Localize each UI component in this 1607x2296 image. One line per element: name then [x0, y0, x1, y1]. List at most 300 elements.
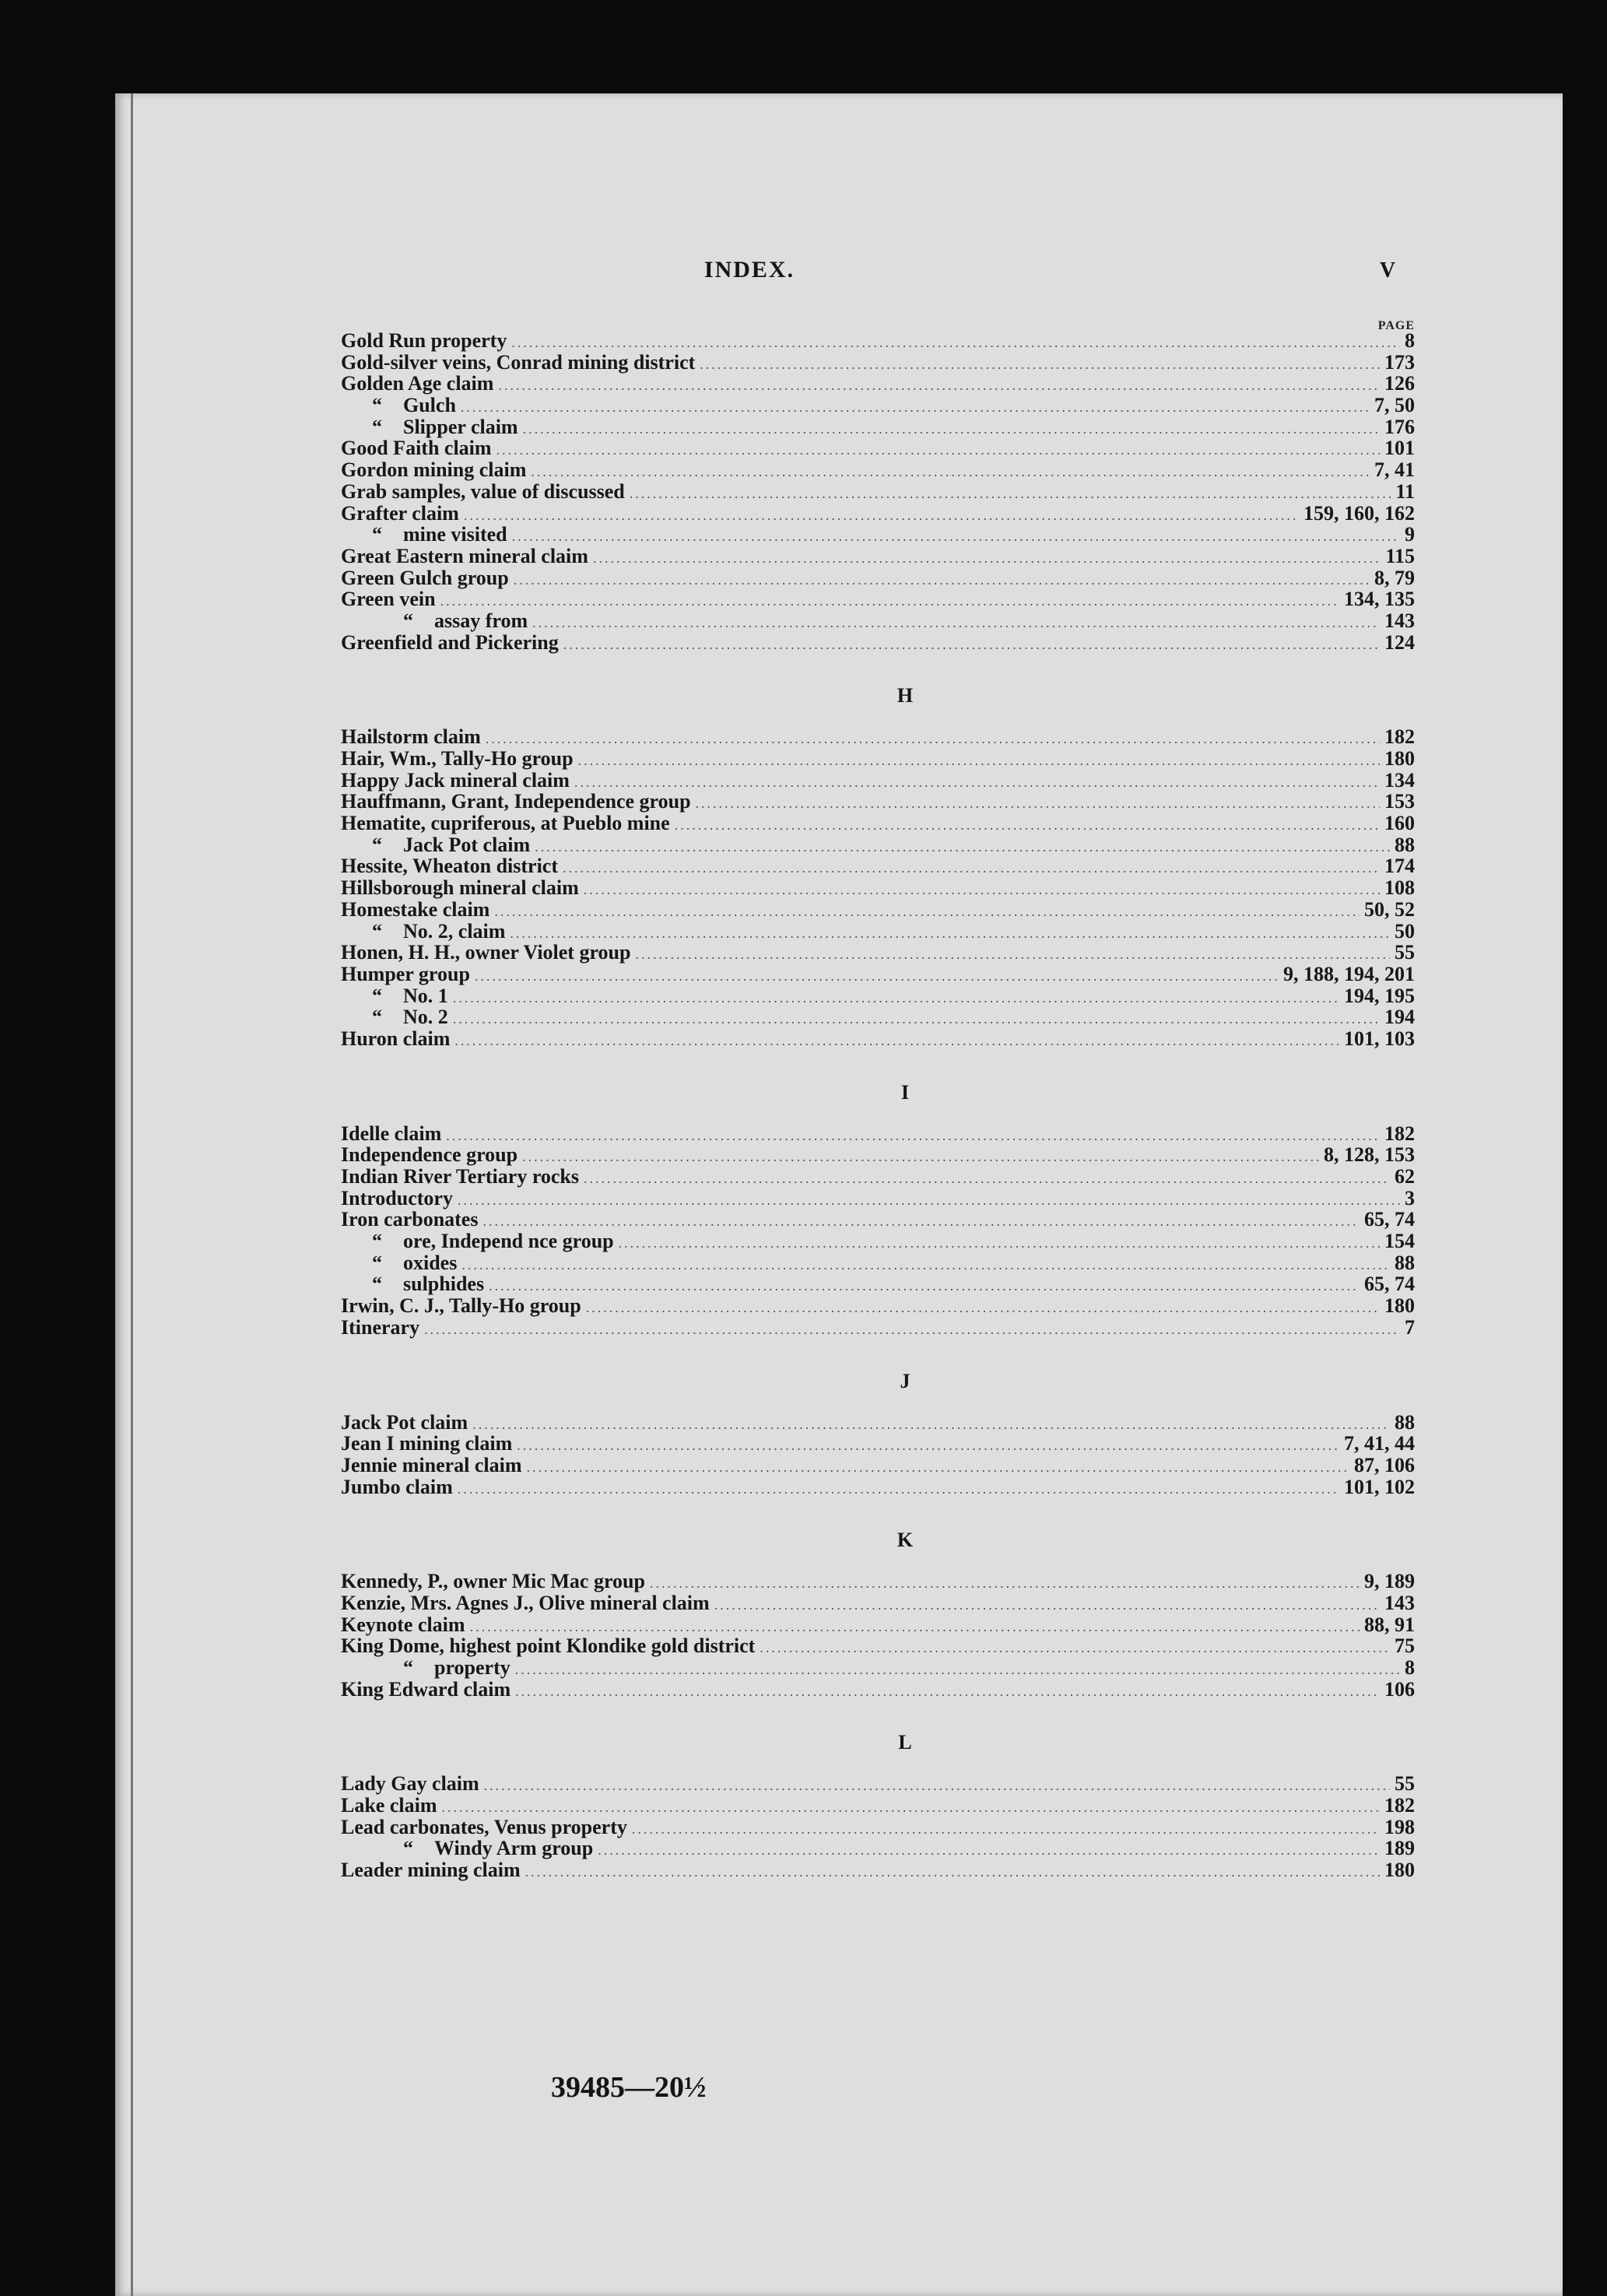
entry-term-text: Happy Jack mineral claim: [341, 768, 570, 792]
ditto-mark: “: [372, 394, 382, 417]
entry-pages: 50: [1395, 919, 1415, 943]
entry-term: [341, 1166, 579, 1188]
dot-leader: [632, 1819, 1380, 1841]
ditto-mark: “: [372, 1251, 382, 1274]
entry-pages: 88, 91: [1364, 1613, 1415, 1636]
entry-term: [341, 1412, 468, 1434]
entry-term: [341, 1433, 512, 1455]
entry-pages: 182: [1384, 1794, 1415, 1817]
index-entry: [341, 610, 1415, 632]
ditto-mark: “: [372, 919, 382, 943]
dot-leader: [515, 1681, 1380, 1703]
entry-pages: 88: [1395, 833, 1415, 856]
entry-pages: 8, 128, 153: [1324, 1143, 1415, 1167]
index-entry: [341, 1635, 1415, 1657]
index-section: [341, 1519, 1415, 1700]
index-entry: [341, 1795, 1415, 1817]
entry-term-text: Honen, H. H., owner Violet group: [341, 941, 631, 964]
dot-leader: [440, 591, 1339, 613]
entry-term: [341, 1571, 645, 1592]
entry-term-text: Jean I mining claim: [341, 1432, 513, 1455]
dot-leader: [512, 526, 1400, 548]
index-entry: [341, 459, 1415, 481]
entry-pages: 101, 103: [1344, 1027, 1415, 1050]
entry-term-text: Humper group: [341, 962, 470, 985]
dot-leader: [527, 1457, 1349, 1479]
dot-leader: [482, 1211, 1360, 1233]
entry-pages: 182: [1384, 1122, 1415, 1145]
index-entry: [341, 546, 1415, 567]
entry-pages: 160: [1384, 812, 1415, 835]
ditto-mark: “: [372, 984, 382, 1007]
index-entry: [341, 1433, 1415, 1455]
entry-pages: 88: [1395, 1410, 1415, 1434]
entry-term: [341, 1028, 450, 1050]
entry-term: [341, 1317, 419, 1339]
ditto-mark: “: [372, 523, 382, 546]
dot-leader: [464, 505, 1299, 527]
entry-term: [341, 1209, 478, 1231]
index-entry: [341, 813, 1415, 834]
index-entry: [341, 1773, 1415, 1795]
section-letter: I: [900, 1080, 910, 1104]
entry-term: [341, 632, 559, 654]
entry-term-text: Jack Pot claim: [403, 833, 531, 856]
entry-term: [341, 855, 558, 877]
entry-pages: 62: [1395, 1165, 1415, 1188]
index-section: [341, 675, 1415, 1049]
entry-pages: 11: [1395, 479, 1415, 503]
index-entry: [341, 791, 1415, 813]
index-entry: [341, 373, 1415, 395]
entry-term: [341, 1144, 518, 1166]
entry-term-text: Leader mining claim: [341, 1859, 521, 1882]
index-entry: [341, 567, 1415, 589]
entry-pages: 180: [1384, 1859, 1415, 1882]
entry-term-text: Windy Arm group: [434, 1837, 594, 1860]
entry-pages: 50, 52: [1364, 897, 1415, 921]
ditto-mark: “: [403, 609, 413, 632]
dot-leader: [494, 901, 1360, 923]
index-entry: [341, 985, 1415, 1007]
dot-leader: [578, 750, 1380, 772]
entry-term-text: King Edward claim: [341, 1677, 511, 1701]
index-section: [341, 1722, 1415, 1880]
entry-term: [341, 373, 493, 395]
dot-leader: [619, 1233, 1380, 1255]
entry-term: [341, 899, 489, 921]
dot-leader: [454, 1030, 1339, 1052]
entry-pages: 8, 79: [1374, 566, 1415, 589]
ditto-mark: “: [372, 415, 382, 438]
entry-term: [341, 610, 528, 632]
entry-pages: 106: [1384, 1677, 1415, 1701]
index-page: [115, 93, 1563, 2296]
entry-term-text: Lake claim: [341, 1794, 437, 1817]
entry-term-text: Gulch: [403, 394, 456, 417]
entry-term: [341, 1657, 511, 1679]
entry-pages: 101, 102: [1344, 1475, 1415, 1498]
page-column-heading: PAGE: [1377, 319, 1415, 332]
entry-term-text: Hailstorm claim: [341, 725, 481, 749]
dot-leader: [714, 1595, 1380, 1617]
entry-pages: 180: [1384, 747, 1415, 770]
entry-pages: 115: [1385, 544, 1415, 567]
dot-leader: [760, 1638, 1390, 1659]
entry-term: [341, 770, 570, 792]
dot-leader: [523, 419, 1380, 441]
entry-pages: 198: [1384, 1815, 1415, 1838]
entry-term-text: Lead carbonates, Venus property: [341, 1815, 627, 1838]
entry-term-text: Independence group: [341, 1143, 518, 1167]
entry-term-text: Hillsborough mineral claim: [341, 876, 579, 900]
entry-term: [341, 1455, 522, 1476]
index-entry: [341, 1412, 1415, 1434]
index-entry: [341, 588, 1415, 610]
section-letter: J: [900, 1369, 911, 1392]
entry-pages: 124: [1384, 630, 1415, 654]
entry-term-text: Green vein: [341, 588, 436, 611]
entry-pages: 189: [1384, 1837, 1415, 1860]
ditto-mark: “: [403, 1656, 413, 1679]
ditto-mark: “: [372, 1273, 382, 1296]
index-entry: [341, 1209, 1415, 1231]
entry-term-text: oxides: [403, 1251, 458, 1274]
entry-pages: 55: [1395, 941, 1415, 964]
entry-term: [341, 1592, 710, 1614]
entry-pages: 3: [1405, 1186, 1415, 1209]
entry-term: [341, 1231, 614, 1252]
entry-pages: 174: [1384, 855, 1415, 878]
index-entry: [341, 1317, 1415, 1339]
entry-term-text: Jennie mineral claim: [341, 1453, 522, 1476]
entry-pages: 153: [1384, 790, 1415, 813]
entry-pages: 8: [1405, 329, 1415, 352]
entry-term-text: Huron claim: [341, 1027, 451, 1050]
index-entry: [341, 524, 1415, 546]
entry-term-text: Jumbo claim: [341, 1475, 453, 1498]
entry-term: [341, 1795, 437, 1817]
entry-pages: 75: [1395, 1634, 1415, 1658]
dot-leader: [510, 923, 1390, 945]
entry-term: [341, 437, 492, 459]
entry-term-text: Gold-silver veins, Conrad mining district: [341, 350, 696, 374]
entry-term-text: Hematite, cupriferous, at Pueblo mine: [341, 812, 670, 835]
entry-term-text: ore, Independ nce group: [403, 1230, 614, 1253]
dot-leader: [522, 1146, 1319, 1168]
entry-pages: 65, 74: [1364, 1273, 1415, 1296]
dot-leader: [574, 772, 1380, 794]
dot-leader: [584, 879, 1380, 901]
page-title: INDEX.: [704, 257, 795, 283]
entry-term-text: sulphides: [403, 1273, 485, 1296]
index-entry: [341, 1252, 1415, 1274]
dot-leader: [424, 1319, 1400, 1341]
entry-pages: 194: [1384, 1006, 1415, 1029]
index-entry: [341, 632, 1415, 654]
entry-pages: 126: [1384, 372, 1415, 395]
dot-leader: [475, 966, 1279, 988]
entry-pages: 9: [1405, 523, 1415, 546]
index-entry: [341, 748, 1415, 770]
entry-term: [341, 1838, 593, 1859]
entry-term: [341, 1252, 457, 1274]
entry-pages: 9, 188, 194, 201: [1283, 962, 1415, 985]
entry-term-text: Hessite, Wheaton district: [341, 855, 558, 878]
index-entry: [341, 352, 1415, 374]
index-section: [341, 1072, 1415, 1339]
dot-leader: [525, 1862, 1380, 1883]
index-entry: [341, 1144, 1415, 1166]
index-entry: [341, 1295, 1415, 1317]
entry-term-text: Great Eastern mineral claim: [341, 544, 588, 567]
entry-pages: 180: [1384, 1294, 1415, 1318]
entry-term-text: Green Gulch group: [341, 566, 509, 589]
index-entry: [341, 964, 1415, 985]
entry-term: [341, 546, 588, 567]
entry-term: [341, 1773, 479, 1795]
index-entry: [341, 395, 1415, 416]
ditto-mark: “: [403, 1837, 413, 1860]
entry-term: [341, 985, 448, 1007]
entry-term-text: property: [434, 1656, 511, 1679]
index-entry: [341, 1679, 1415, 1701]
entry-term: [341, 1859, 521, 1881]
index-entry: [341, 1571, 1415, 1592]
entry-term-text: Introductory: [341, 1186, 453, 1209]
index-section: [341, 330, 1415, 653]
entry-term-text: mine visited: [403, 523, 507, 546]
dot-leader: [535, 837, 1390, 858]
entry-pages: 8: [1405, 1656, 1415, 1679]
entry-term-text: Golden Age claim: [341, 372, 494, 395]
index-entry: [341, 877, 1415, 899]
entry-pages: 101: [1384, 437, 1415, 460]
dot-leader: [598, 1840, 1380, 1862]
ditto-mark: “: [372, 1230, 382, 1253]
entry-term-text: Grab samples, value of discussed: [341, 479, 625, 503]
entry-term-text: Kenzie, Mrs. Agnes J., Olive mineral claim: [341, 1591, 710, 1614]
entry-term-text: Keynote claim: [341, 1613, 465, 1636]
entry-term-text: Indian River Tertiary rocks: [341, 1165, 580, 1188]
entry-term: [341, 1273, 484, 1295]
entry-term: [341, 524, 507, 546]
dot-leader: [453, 988, 1339, 1009]
entry-pages: 55: [1395, 1772, 1415, 1796]
dot-leader: [584, 1168, 1390, 1190]
entry-term-text: Greenfield and Pickering: [341, 630, 559, 654]
dot-leader: [517, 1435, 1339, 1457]
entry-term: [341, 921, 505, 943]
entry-pages: 7, 41, 44: [1344, 1432, 1415, 1455]
entry-term-text: Grafter claim: [341, 501, 459, 525]
dot-leader: [630, 483, 1391, 505]
dot-leader: [458, 1479, 1339, 1501]
dot-leader: [531, 462, 1370, 483]
entry-pages: 87, 106: [1354, 1453, 1415, 1476]
index-entry: [341, 899, 1415, 921]
dot-leader: [446, 1125, 1380, 1147]
index-entry: [341, 834, 1415, 856]
entry-term: [341, 503, 459, 525]
index-entry: [341, 1188, 1415, 1209]
dot-leader: [593, 548, 1381, 570]
entry-term-text: Itinerary: [341, 1315, 420, 1339]
entry-term: [341, 567, 509, 589]
entry-term: [341, 459, 526, 481]
index-entry: [341, 942, 1415, 964]
entry-term-text: Hauffmann, Grant, Independence group: [341, 790, 691, 813]
entry-term: [341, 1123, 441, 1145]
entry-term: [341, 834, 530, 856]
index-section: [341, 1360, 1415, 1498]
index-entry: [341, 1273, 1415, 1295]
entry-term-text: Iron carbonates: [341, 1208, 479, 1231]
entry-term-text: assay from: [434, 609, 528, 632]
index-entry: [341, 921, 1415, 943]
entry-pages: 143: [1384, 609, 1415, 632]
entry-term: [341, 1295, 581, 1317]
entry-term-text: No. 2: [403, 1006, 448, 1029]
entry-pages: 182: [1384, 725, 1415, 749]
entry-term: [341, 791, 691, 813]
dot-leader: [514, 570, 1370, 592]
index-entry: [341, 1614, 1415, 1636]
dot-leader: [563, 634, 1380, 656]
entry-term-text: Gordon mining claim: [341, 458, 527, 482]
entry-term: [341, 877, 579, 899]
index-entry: [341, 1859, 1415, 1881]
entry-term: [341, 1006, 448, 1028]
dot-leader: [498, 375, 1380, 397]
entry-term-text: Gold Run property: [341, 329, 507, 352]
section-letter: K: [896, 1529, 914, 1552]
index-entry: [341, 330, 1415, 352]
section-letter: H: [896, 684, 914, 707]
entry-term-text: No. 1: [403, 984, 448, 1007]
entry-pages: 134: [1384, 768, 1415, 792]
entry-pages: 159, 160, 162: [1303, 501, 1415, 525]
index-entry: [341, 770, 1415, 792]
index-entry: [341, 1817, 1415, 1838]
dot-leader: [563, 858, 1380, 879]
entry-pages: 7, 50: [1374, 394, 1415, 417]
entry-term-text: Jack Pot claim: [341, 1410, 468, 1434]
entry-term-text: Good Faith claim: [341, 437, 492, 460]
entry-pages: 65, 74: [1364, 1208, 1415, 1231]
entry-term-text: King Dome, highest point Klondike gold district: [341, 1634, 756, 1658]
index-entry: [341, 1166, 1415, 1188]
entry-pages: 7: [1405, 1315, 1415, 1339]
dot-leader: [635, 944, 1390, 966]
ditto-mark: “: [372, 833, 382, 856]
entry-pages: 88: [1395, 1251, 1415, 1274]
index-entry: [341, 1231, 1415, 1252]
entry-term: [341, 395, 456, 416]
signature-mark: 39485—20½: [551, 2071, 707, 2104]
entry-term: [341, 1188, 453, 1209]
index-entry: [341, 1657, 1415, 1679]
entry-term: [341, 1679, 511, 1701]
entry-term: [341, 1476, 453, 1498]
entry-term: [341, 352, 695, 374]
entry-pages: 143: [1384, 1591, 1415, 1614]
entry-term: [341, 748, 574, 770]
entry-pages: 194, 195: [1344, 984, 1415, 1007]
entry-term-text: Homestake claim: [341, 897, 490, 921]
index-entry: [341, 1455, 1415, 1476]
entry-pages: 108: [1384, 876, 1415, 900]
entry-term: [341, 1817, 627, 1838]
entry-term: [341, 416, 518, 438]
entry-term: [341, 481, 625, 503]
dot-leader: [586, 1297, 1380, 1319]
entry-term: [341, 1614, 465, 1636]
entry-term: [341, 964, 470, 985]
ditto-mark: “: [372, 1006, 382, 1029]
page-number: V: [1379, 258, 1396, 283]
entry-pages: 7, 41: [1374, 458, 1415, 482]
dot-leader: [532, 613, 1380, 634]
entry-term-text: Lady Gay claim: [341, 1772, 479, 1796]
dot-leader: [453, 1009, 1380, 1030]
index-entry: [341, 416, 1415, 438]
entry-pages: 9, 189: [1364, 1570, 1415, 1593]
entry-pages: 176: [1384, 415, 1415, 438]
dot-leader: [458, 1190, 1400, 1212]
entry-term-text: Hair, Wm., Tally-Ho group: [341, 747, 574, 770]
dot-leader: [515, 1659, 1400, 1681]
dot-leader: [486, 728, 1380, 750]
section-letter: L: [898, 1731, 912, 1754]
index-entries: [341, 330, 1415, 1881]
index-entry: [341, 1592, 1415, 1614]
page-folio: [115, 93, 1563, 2296]
dot-leader: [696, 793, 1380, 815]
dot-leader: [461, 1255, 1390, 1276]
entry-term: [341, 1635, 755, 1657]
entry-term-text: Slipper claim: [403, 415, 518, 438]
index-entry: [341, 1838, 1415, 1859]
index-entry: [341, 437, 1415, 459]
entry-term-text: No. 2, claim: [403, 919, 506, 943]
dot-leader: [489, 1276, 1360, 1297]
dot-leader: [700, 354, 1380, 376]
entry-term: [341, 726, 481, 748]
dot-leader: [472, 1414, 1390, 1436]
index-entry: [341, 1476, 1415, 1498]
dot-leader: [484, 1775, 1390, 1797]
index-entry: [341, 855, 1415, 877]
dot-leader: [496, 440, 1380, 462]
entry-pages: 134, 135: [1344, 588, 1415, 611]
entry-term: [341, 813, 670, 834]
dot-leader: [461, 397, 1370, 419]
entry-term: [341, 330, 507, 352]
entry-term: [341, 588, 436, 610]
entry-term: [341, 942, 630, 964]
entry-term-text: Idelle claim: [341, 1122, 442, 1145]
dot-leader: [650, 1573, 1360, 1595]
index-entry: [341, 1028, 1415, 1050]
entry-pages: 154: [1384, 1230, 1415, 1253]
index-entry: [341, 1006, 1415, 1028]
index-entry: [341, 1123, 1415, 1145]
dot-leader: [675, 815, 1380, 837]
entry-pages: 173: [1384, 350, 1415, 374]
entry-term-text: Kennedy, P., owner Mic Mac group: [341, 1570, 645, 1593]
index-entry: [341, 481, 1415, 503]
